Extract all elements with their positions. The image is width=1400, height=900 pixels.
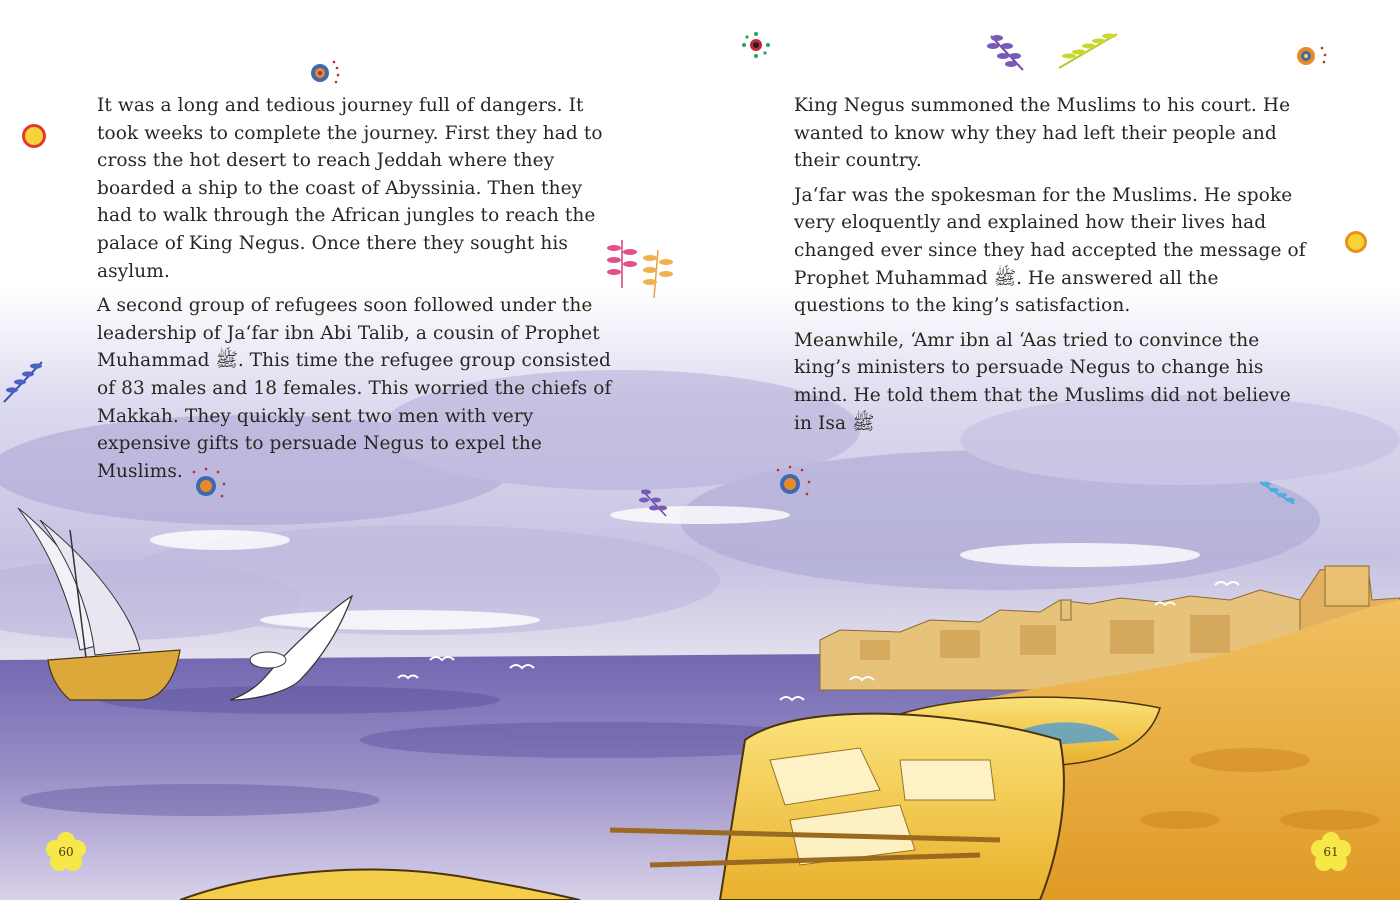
left-paragraph-1: It was a long and tedious journey full of dangers. It took weeks to complete the journey. First they had to cross the hot desert to reach Jeddah where they boarded a ship to the coast of Abyssinia. Then they had to walk through the African jungles to reach the palace of King Negus. Once there they sought his asylum.: [97, 95, 603, 282]
flower-icon: [1342, 228, 1370, 256]
right-paragraph-2: Ja‘far was the spokesman for the Muslims. He spoke very eloquently and explained how their lives had changed ever since they had accepted the message of Prophet Muhammad ﷺ. He answered all the questions to the king’s satisfaction.: [794, 184, 1306, 317]
leaf-sprig-icon: [636, 484, 672, 520]
flower-icon: [770, 464, 814, 504]
page-number-right: [1311, 832, 1351, 872]
page-number-label: 61: [1323, 845, 1339, 859]
leaf-sprig-icon: [1055, 28, 1121, 72]
right-paragraph-3: Meanwhile, ‘Amr ibn al ‘Aas tried to convince the king’s ministers to persuade Negus to change his mind. He told them that the Muslims did not believe in Isa ﷺ: [794, 329, 1291, 434]
flower-icon: [304, 56, 344, 90]
page-number-left: [46, 832, 86, 872]
page-number-label: 60: [58, 845, 74, 859]
right-page-text: [794, 92, 1314, 444]
leaf-sprig-icon: [640, 246, 676, 300]
left-page-text: [97, 92, 617, 492]
flower-icon: [738, 30, 774, 60]
leaf-sprig-icon: [985, 30, 1029, 74]
left-paragraph-2: A second group of refugees soon followed under the leadership of Ja‘far ibn Abi Talib, a cousin of Prophet Muhammad ﷺ. This time the refugee group consisted of 83 males and 18 females. This worried the chiefs of Makkah. They quickly sent two men with very expensive gifts to persuade Negus to expel the Muslims.: [97, 295, 612, 482]
leaf-sprig-icon: [1256, 476, 1298, 510]
right-paragraph-1: King Negus summoned the Muslims to his court. He wanted to know why they had left their people and their country.: [794, 95, 1291, 172]
flower-icon: [1290, 40, 1332, 74]
flower-icon: [18, 120, 50, 152]
leaf-sprig-icon: [0, 358, 46, 406]
